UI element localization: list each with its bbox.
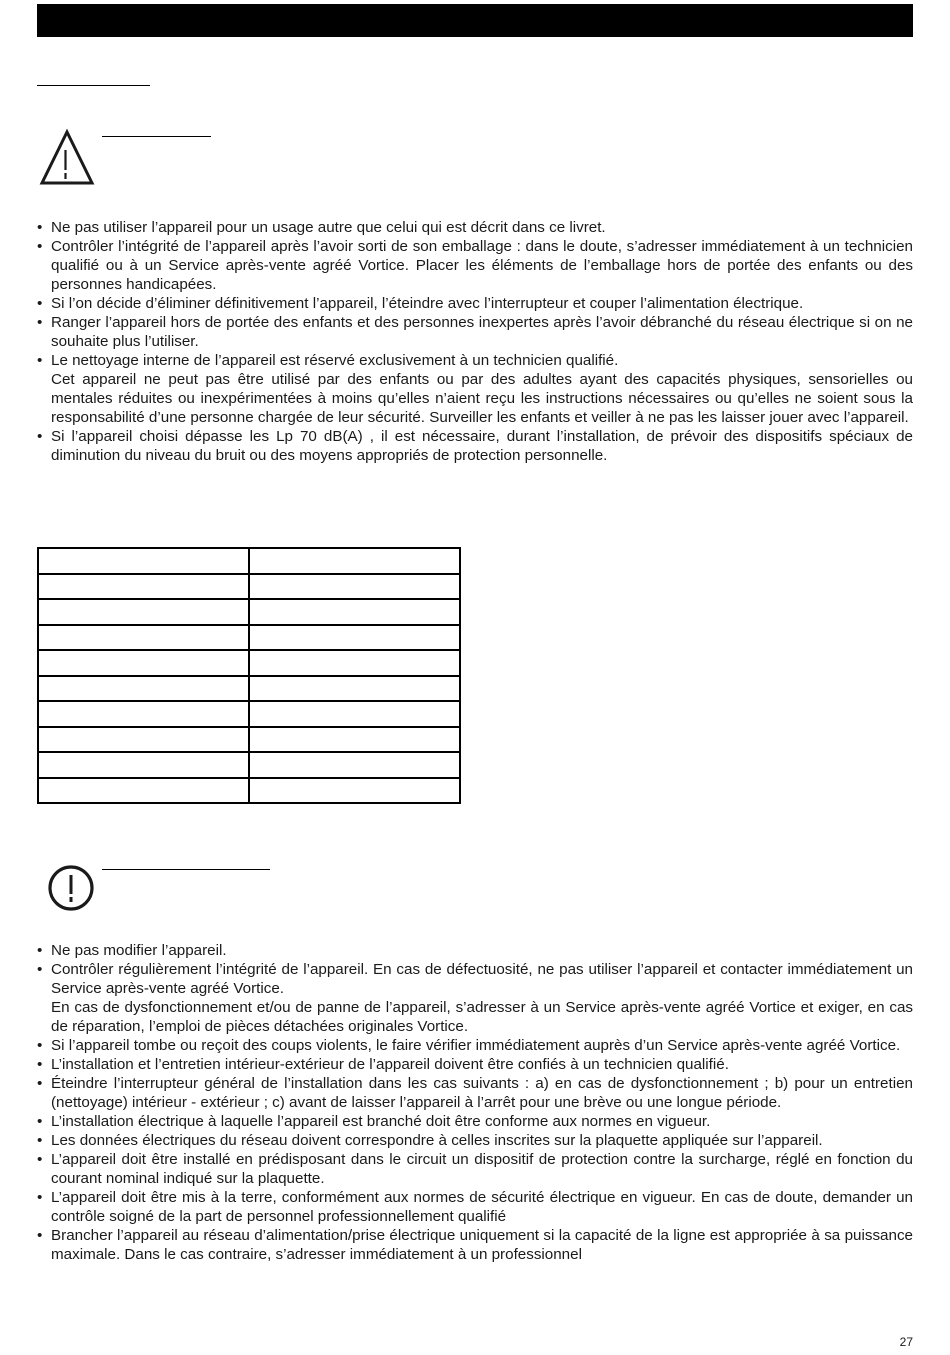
bullet-dot: • bbox=[37, 1132, 43, 1149]
header-bar bbox=[37, 4, 913, 37]
table-cell bbox=[38, 574, 249, 600]
table-cell bbox=[38, 752, 249, 778]
list-item-text: Éteindre l’interrupteur général de l’installation dans les cas suivants : a) en cas de dysfonctionnement ; b) pour un entretien (nettoyage) intérieur - extérieur ; c) avant de laisser l’appareil à l’arrêt pour une brève ou une longue période. bbox=[51, 1075, 913, 1111]
list-item-text: Ne pas modifier l’appareil. bbox=[51, 942, 227, 959]
list-item-text: Ranger l’appareil hors de portée des enfants et des personnes inexpertes après l’avoir débranché du réseau électrique si on ne souhaite plus l’utiliser. bbox=[51, 314, 913, 350]
table-cell bbox=[249, 701, 460, 727]
table-cell bbox=[38, 778, 249, 804]
table-cell bbox=[249, 778, 460, 804]
table-cell bbox=[249, 752, 460, 778]
list-item-text: Si l’appareil choisi dépasse les Lp 70 dB(A) , il est nécessaire, durant l’installation, de prévoir des dispositifs spéciaux de diminution du niveau du bruit ou des moyens appropriés de protection personnelle. bbox=[51, 428, 913, 464]
table-cell bbox=[249, 548, 460, 574]
caution-circle-icon bbox=[47, 864, 95, 912]
list-item bbox=[37, 218, 913, 237]
list-item-text: Brancher l’appareil au réseau d’alimentation/prise électrique uniquement si la capacité de la ligne est appropriée à sa puissance maximale. Dans le cas contraire, s’adresser immédiatement à un professionnel bbox=[51, 1227, 913, 1263]
bullet-dot: • bbox=[37, 295, 43, 312]
safety-list-1 bbox=[37, 218, 913, 465]
list-item-text: Les données électriques du réseau doivent correspondre à celles inscrites sur la plaquette appliquée sur l’appareil. bbox=[51, 1132, 823, 1149]
list-item-text: Contrôler l’intégrité de l’appareil après l’avoir sorti de son emballage : dans le doute, s’adresser immédiatement à un technicien qualifié ou à un Service après-vente agréé Vortice. Placer les éléments de l’emballage hors de portée des enfants ou des personnes handicapées. bbox=[51, 238, 913, 293]
list-item-text: L’installation électrique à laquelle l’appareil est branché doit être conforme aux normes en vigueur. bbox=[51, 1113, 711, 1130]
list-item-text: Ne pas utiliser l’appareil pour un usage autre que celui qui est décrit dans ce livret. bbox=[51, 219, 606, 236]
bullet-dot: • bbox=[37, 1056, 43, 1073]
list-item bbox=[37, 351, 913, 427]
table-cell bbox=[249, 625, 460, 651]
list-item bbox=[37, 313, 913, 351]
spec-table bbox=[37, 547, 461, 804]
table-row bbox=[38, 650, 460, 676]
list-item bbox=[37, 1188, 913, 1226]
page-number: 27 bbox=[899, 1335, 913, 1349]
caution-heading-rule bbox=[102, 869, 270, 870]
bullet-dot: • bbox=[37, 1189, 43, 1206]
list-item bbox=[37, 1131, 913, 1150]
table-cell bbox=[38, 548, 249, 574]
table-row bbox=[38, 625, 460, 651]
safety-list-2 bbox=[37, 941, 913, 1264]
list-item bbox=[37, 237, 913, 294]
table-cell bbox=[249, 574, 460, 600]
bullet-dot: • bbox=[37, 428, 43, 445]
bullet-dot: • bbox=[37, 1113, 43, 1130]
bullet-dot: • bbox=[37, 1227, 43, 1244]
table-row bbox=[38, 548, 460, 574]
table-cell bbox=[249, 727, 460, 753]
table-row bbox=[38, 778, 460, 804]
list-item-text: Si l’on décide d’éliminer définitivement l’appareil, l’éteindre avec l’interrupteur et couper l’alimentation électrique. bbox=[51, 295, 804, 312]
table-cell bbox=[38, 625, 249, 651]
table-cell bbox=[249, 599, 460, 625]
table-row bbox=[38, 599, 460, 625]
list-item bbox=[37, 1150, 913, 1188]
list-item bbox=[37, 1036, 913, 1055]
list-item-text: L’appareil doit être mis à la terre, conformément aux normes de sécurité électrique en vigueur. En cas de doute, demander un contrôle soigné de la part de personnel professionnellement qualifié bbox=[51, 1189, 913, 1225]
warning-heading-rule bbox=[102, 136, 211, 137]
bullet-dot: • bbox=[37, 1075, 43, 1092]
bullet-dot: • bbox=[37, 314, 43, 331]
bullet-dot: • bbox=[37, 1151, 43, 1168]
list-item bbox=[37, 1055, 913, 1074]
table-cell bbox=[38, 676, 249, 702]
table-cell bbox=[249, 650, 460, 676]
list-item bbox=[37, 1074, 913, 1112]
bullet-dot: • bbox=[37, 219, 43, 236]
list-item-text: Si l’appareil tombe ou reçoit des coups violents, le faire vérifier immédiatement auprès d’un Service après-vente agréé Vortice. bbox=[51, 1037, 901, 1054]
list-item-text: L’installation et l’entretien intérieur-extérieur de l’appareil doivent être confiés à un technicien qualifié. bbox=[51, 1056, 729, 1073]
table-cell bbox=[38, 727, 249, 753]
list-item bbox=[37, 1112, 913, 1131]
bullet-dot: • bbox=[37, 961, 43, 978]
list-item-text: L’appareil doit être installé en prédisposant dans le circuit un dispositif de protection contre la surcharge, réglé en fonction du courant nominal indiqué sur la plaquette. bbox=[51, 1151, 913, 1187]
list-item bbox=[37, 960, 913, 1036]
list-item-text: Le nettoyage interne de l’appareil est réservé exclusivement à un technicien qualifié. bbox=[51, 352, 619, 369]
list-item bbox=[37, 427, 913, 465]
section-title-rule bbox=[37, 85, 150, 86]
table-cell bbox=[38, 599, 249, 625]
bullet-dot: • bbox=[37, 942, 43, 959]
bullet-dot: • bbox=[37, 1037, 43, 1054]
table-cell bbox=[38, 650, 249, 676]
list-item-text: Contrôler régulièrement l’intégrité de l’appareil. En cas de défectuosité, ne pas utiliser l’appareil et contacter immédiatement un Service après-vente agréé Vortice. bbox=[51, 961, 913, 997]
bullet-dot: • bbox=[37, 238, 43, 255]
table-cell bbox=[249, 676, 460, 702]
table-cell bbox=[38, 701, 249, 727]
list-item bbox=[37, 1226, 913, 1264]
table-row bbox=[38, 701, 460, 727]
table-row bbox=[38, 752, 460, 778]
table-row bbox=[38, 727, 460, 753]
list-item bbox=[37, 941, 913, 960]
warning-triangle-icon bbox=[39, 128, 95, 186]
list-item-text: En cas de dysfonctionnement et/ou de panne de l’appareil, s’adresser à un Service après-vente agréé Vortice et exiger, en cas de réparation, l’emploi de pièces détachées originales Vortice. bbox=[51, 999, 913, 1035]
list-item-text: Cet appareil ne peut pas être utilisé par des enfants ou par des adultes ayant des capacités physiques, sensorielles ou mentales réduites ou inexpérimentées à moins qu’elles n’aient reçu les instructions nécessaires ou qu’elles ne soient sous la responsabilité d’une personne chargée de leur sécurité. Surveiller les enfants et veiller à ne pas les laisser jouer avec l’appareil. bbox=[51, 371, 913, 426]
bullet-dot: • bbox=[37, 352, 43, 369]
list-item bbox=[37, 294, 913, 313]
table-row bbox=[38, 676, 460, 702]
table-row bbox=[38, 574, 460, 600]
